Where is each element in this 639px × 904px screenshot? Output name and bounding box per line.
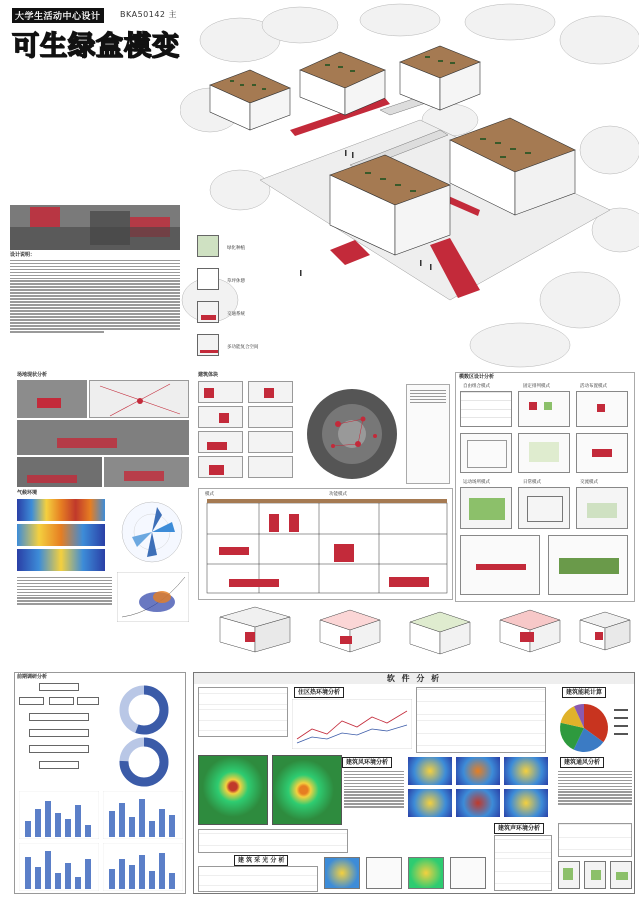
software-title: 软 件 分 析	[194, 673, 634, 684]
module-design-block	[455, 372, 635, 602]
thermal-table-right	[416, 687, 546, 753]
daylight-table-top	[198, 829, 348, 853]
ventilation-table	[558, 823, 632, 857]
site-photo-2	[17, 420, 189, 455]
title-block	[12, 8, 197, 68]
wind-title: 建筑风环境分析	[342, 757, 392, 768]
module-label-6: 交流模式	[580, 480, 598, 485]
wind-sim-1	[198, 755, 268, 825]
module-label-4: 运动场所模式	[463, 480, 490, 485]
daylight-table	[198, 866, 318, 892]
energy-title: 建筑能耗计算	[562, 687, 606, 698]
daylight-plans	[324, 855, 489, 891]
ventilation-text	[558, 769, 632, 806]
building-volume-block	[198, 372, 450, 487]
title-code: BKA50142 主	[120, 10, 178, 19]
site-analysis-block	[17, 372, 192, 632]
site-map	[89, 380, 189, 418]
legend-lawn: 草坪休憩	[227, 279, 245, 284]
ventilation-title: 建筑通风分析	[560, 757, 604, 768]
acoustic-table	[494, 835, 552, 891]
design-notes-text	[10, 260, 180, 333]
volume-diagrams-row	[200, 602, 635, 667]
survey-bar-3	[19, 843, 99, 891]
thermal-table-left	[198, 687, 288, 737]
module-label-3: 活动布置模式	[580, 384, 607, 389]
climate-heatmap-1	[17, 499, 105, 521]
section-label-1: 模式	[205, 492, 214, 497]
legend-greenery: 绿化种植	[227, 246, 245, 251]
climate-text	[17, 575, 112, 606]
wind-rose	[117, 497, 187, 567]
concept-collage	[10, 205, 180, 250]
climate-heatmap-3	[17, 549, 105, 571]
survey-bar-4	[103, 843, 183, 891]
wind-sim-grid	[408, 757, 548, 817]
legend-traffic: 交通系统	[227, 312, 245, 317]
site-analysis-title: 场地现状分析	[17, 372, 48, 378]
site-photo-1	[17, 380, 87, 418]
thermal-title: 住区热环境分析	[294, 687, 344, 698]
title-big: 可生绿盒模变	[12, 31, 180, 62]
survey-flowchart	[19, 683, 99, 773]
survey-block	[14, 672, 186, 894]
energy-pie	[554, 699, 632, 757]
design-notes-heading: 设计说明：	[10, 252, 36, 258]
site-photo-4	[104, 457, 189, 487]
site-plan-map	[303, 384, 401, 484]
thermal-chart	[292, 699, 412, 749]
survey-bar-1	[19, 791, 99, 839]
module-label-5: 日常模式	[523, 480, 541, 485]
section-label-2: 功能模式	[329, 492, 347, 497]
wind-text	[344, 769, 404, 809]
psychrometric-chart	[117, 572, 189, 622]
climate-heatmap-2	[17, 524, 105, 546]
module-design-title: 模数区设计分析	[459, 374, 495, 380]
legend-multi: 多功能复合空间	[227, 345, 259, 350]
title-cn: 大学生活动中心设计	[12, 8, 104, 23]
site-photo-3	[17, 457, 102, 487]
survey-donut-2	[107, 737, 181, 787]
section-perspective	[198, 488, 453, 600]
survey-bar-2	[103, 791, 183, 839]
design-notes	[10, 252, 180, 370]
building-volume-title: 建筑体块	[198, 372, 219, 378]
module-label-2: 固定排列模式	[523, 384, 550, 389]
survey-title: 前期调研分析	[17, 674, 48, 680]
acoustic-title: 建筑声环境分析	[494, 823, 544, 834]
function-legend	[197, 235, 282, 365]
wind-sim-2	[272, 755, 342, 825]
ventilation-plans	[558, 861, 632, 891]
daylight-title: 建 筑 采 光 分 析	[234, 855, 288, 866]
climate-title: 气候环境	[17, 490, 38, 496]
survey-donut-1	[107, 685, 181, 735]
software-block	[193, 672, 635, 894]
module-label-1: 自由组合模式	[463, 384, 490, 389]
